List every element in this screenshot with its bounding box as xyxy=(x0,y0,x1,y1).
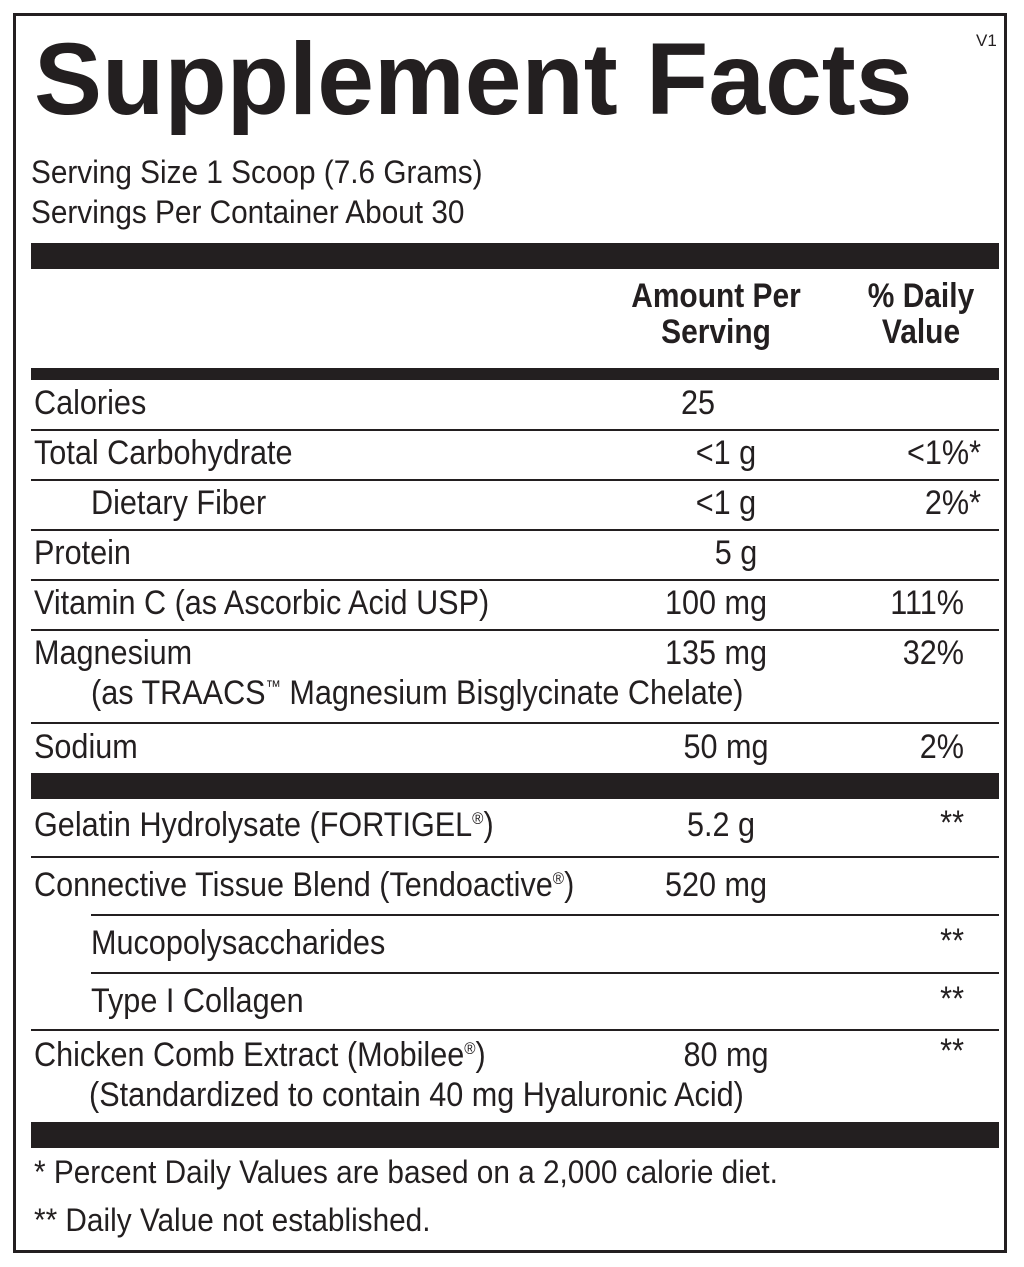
ingredient-dv: ** xyxy=(940,922,964,960)
row-divider xyxy=(31,479,999,481)
nutrient-amount: 50 mg xyxy=(683,728,769,766)
divider-thick xyxy=(31,773,999,799)
registered-mark: ® xyxy=(552,868,565,888)
footnote-daily-values: * Percent Daily Values are based on a 2,000 calorie diet. xyxy=(34,1154,778,1190)
ingredient-dv: ** xyxy=(940,1032,964,1070)
nutrient-dv: 111% xyxy=(890,584,964,622)
nutrient-name: Vitamin C (as Ascorbic Acid USP) xyxy=(34,584,490,622)
nutrient-dv: 2%* xyxy=(924,484,981,522)
amount-per-serving-header: Amount Per Serving xyxy=(631,277,801,351)
nutrient-dv: 2% xyxy=(919,728,964,766)
ingredient-name: Gelatin Hydrolysate (FORTIGEL®) xyxy=(34,806,494,844)
divider-thick xyxy=(31,1122,999,1148)
daily-value-header: % Daily Value xyxy=(867,277,975,351)
nutrient-name: Protein xyxy=(34,534,131,572)
footnote-not-established: ** Daily Value not established. xyxy=(34,1202,431,1238)
serving-size: Serving Size 1 Scoop (7.6 Grams) xyxy=(31,154,483,190)
nutrient-name: Sodium xyxy=(34,728,138,766)
ingredient-name: Type I Collagen xyxy=(91,982,304,1020)
ingredient-amount: 5.2 g xyxy=(686,806,756,844)
nutrient-amount: <1 g xyxy=(695,434,757,472)
ingredient-amount: 520 mg xyxy=(664,866,768,904)
trademark-mark: ™ xyxy=(265,676,281,696)
ingredient-amount: 80 mg xyxy=(683,1036,769,1074)
ingredient-name: Connective Tissue Blend (Tendoactive®) xyxy=(34,866,575,904)
nutrient-amount: 100 mg xyxy=(664,584,768,622)
panel-title: Supplement Facts xyxy=(34,22,913,136)
nutrient-dv: 32% xyxy=(902,634,964,672)
nutrient-name: Magnesium xyxy=(34,634,193,672)
nutrient-name: Calories xyxy=(34,384,147,422)
servings-per-container: Servings Per Container About 30 xyxy=(31,194,465,230)
nutrient-amount: 135 mg xyxy=(664,634,768,672)
nutrient-amount: 5 g xyxy=(714,534,758,572)
nutrient-source: (as TRAACS™ Magnesium Bisglycinate Chelate) xyxy=(91,674,744,712)
version-label: V1 xyxy=(976,31,997,50)
ingredient-standardization: (Standardized to contain 40 mg Hyaluronic Acid) xyxy=(89,1076,744,1114)
ingredient-name: Chicken Comb Extract (Mobilee®) xyxy=(34,1036,486,1074)
supplement-facts-panel xyxy=(13,13,1007,1253)
row-divider xyxy=(91,972,999,974)
row-divider xyxy=(31,629,999,631)
row-divider xyxy=(31,856,999,858)
nutrient-dv: <1%* xyxy=(906,434,981,472)
row-divider xyxy=(91,914,999,916)
ingredient-name: Mucopolysaccharides xyxy=(91,924,386,962)
nutrient-amount: <1 g xyxy=(695,484,757,522)
divider-medium xyxy=(31,368,999,380)
row-divider xyxy=(31,1029,999,1031)
row-divider xyxy=(31,722,999,724)
nutrient-amount: 25 xyxy=(680,384,716,422)
nutrient-name: Dietary Fiber xyxy=(91,484,267,522)
nutrient-name: Total Carbohydrate xyxy=(34,434,293,472)
divider-thick xyxy=(31,243,999,269)
registered-mark: ® xyxy=(464,1038,476,1058)
row-divider xyxy=(31,429,999,431)
registered-mark: ® xyxy=(472,808,484,828)
ingredient-dv: ** xyxy=(940,980,964,1018)
row-divider xyxy=(31,529,999,531)
ingredient-dv: ** xyxy=(940,804,964,842)
row-divider xyxy=(31,579,999,581)
